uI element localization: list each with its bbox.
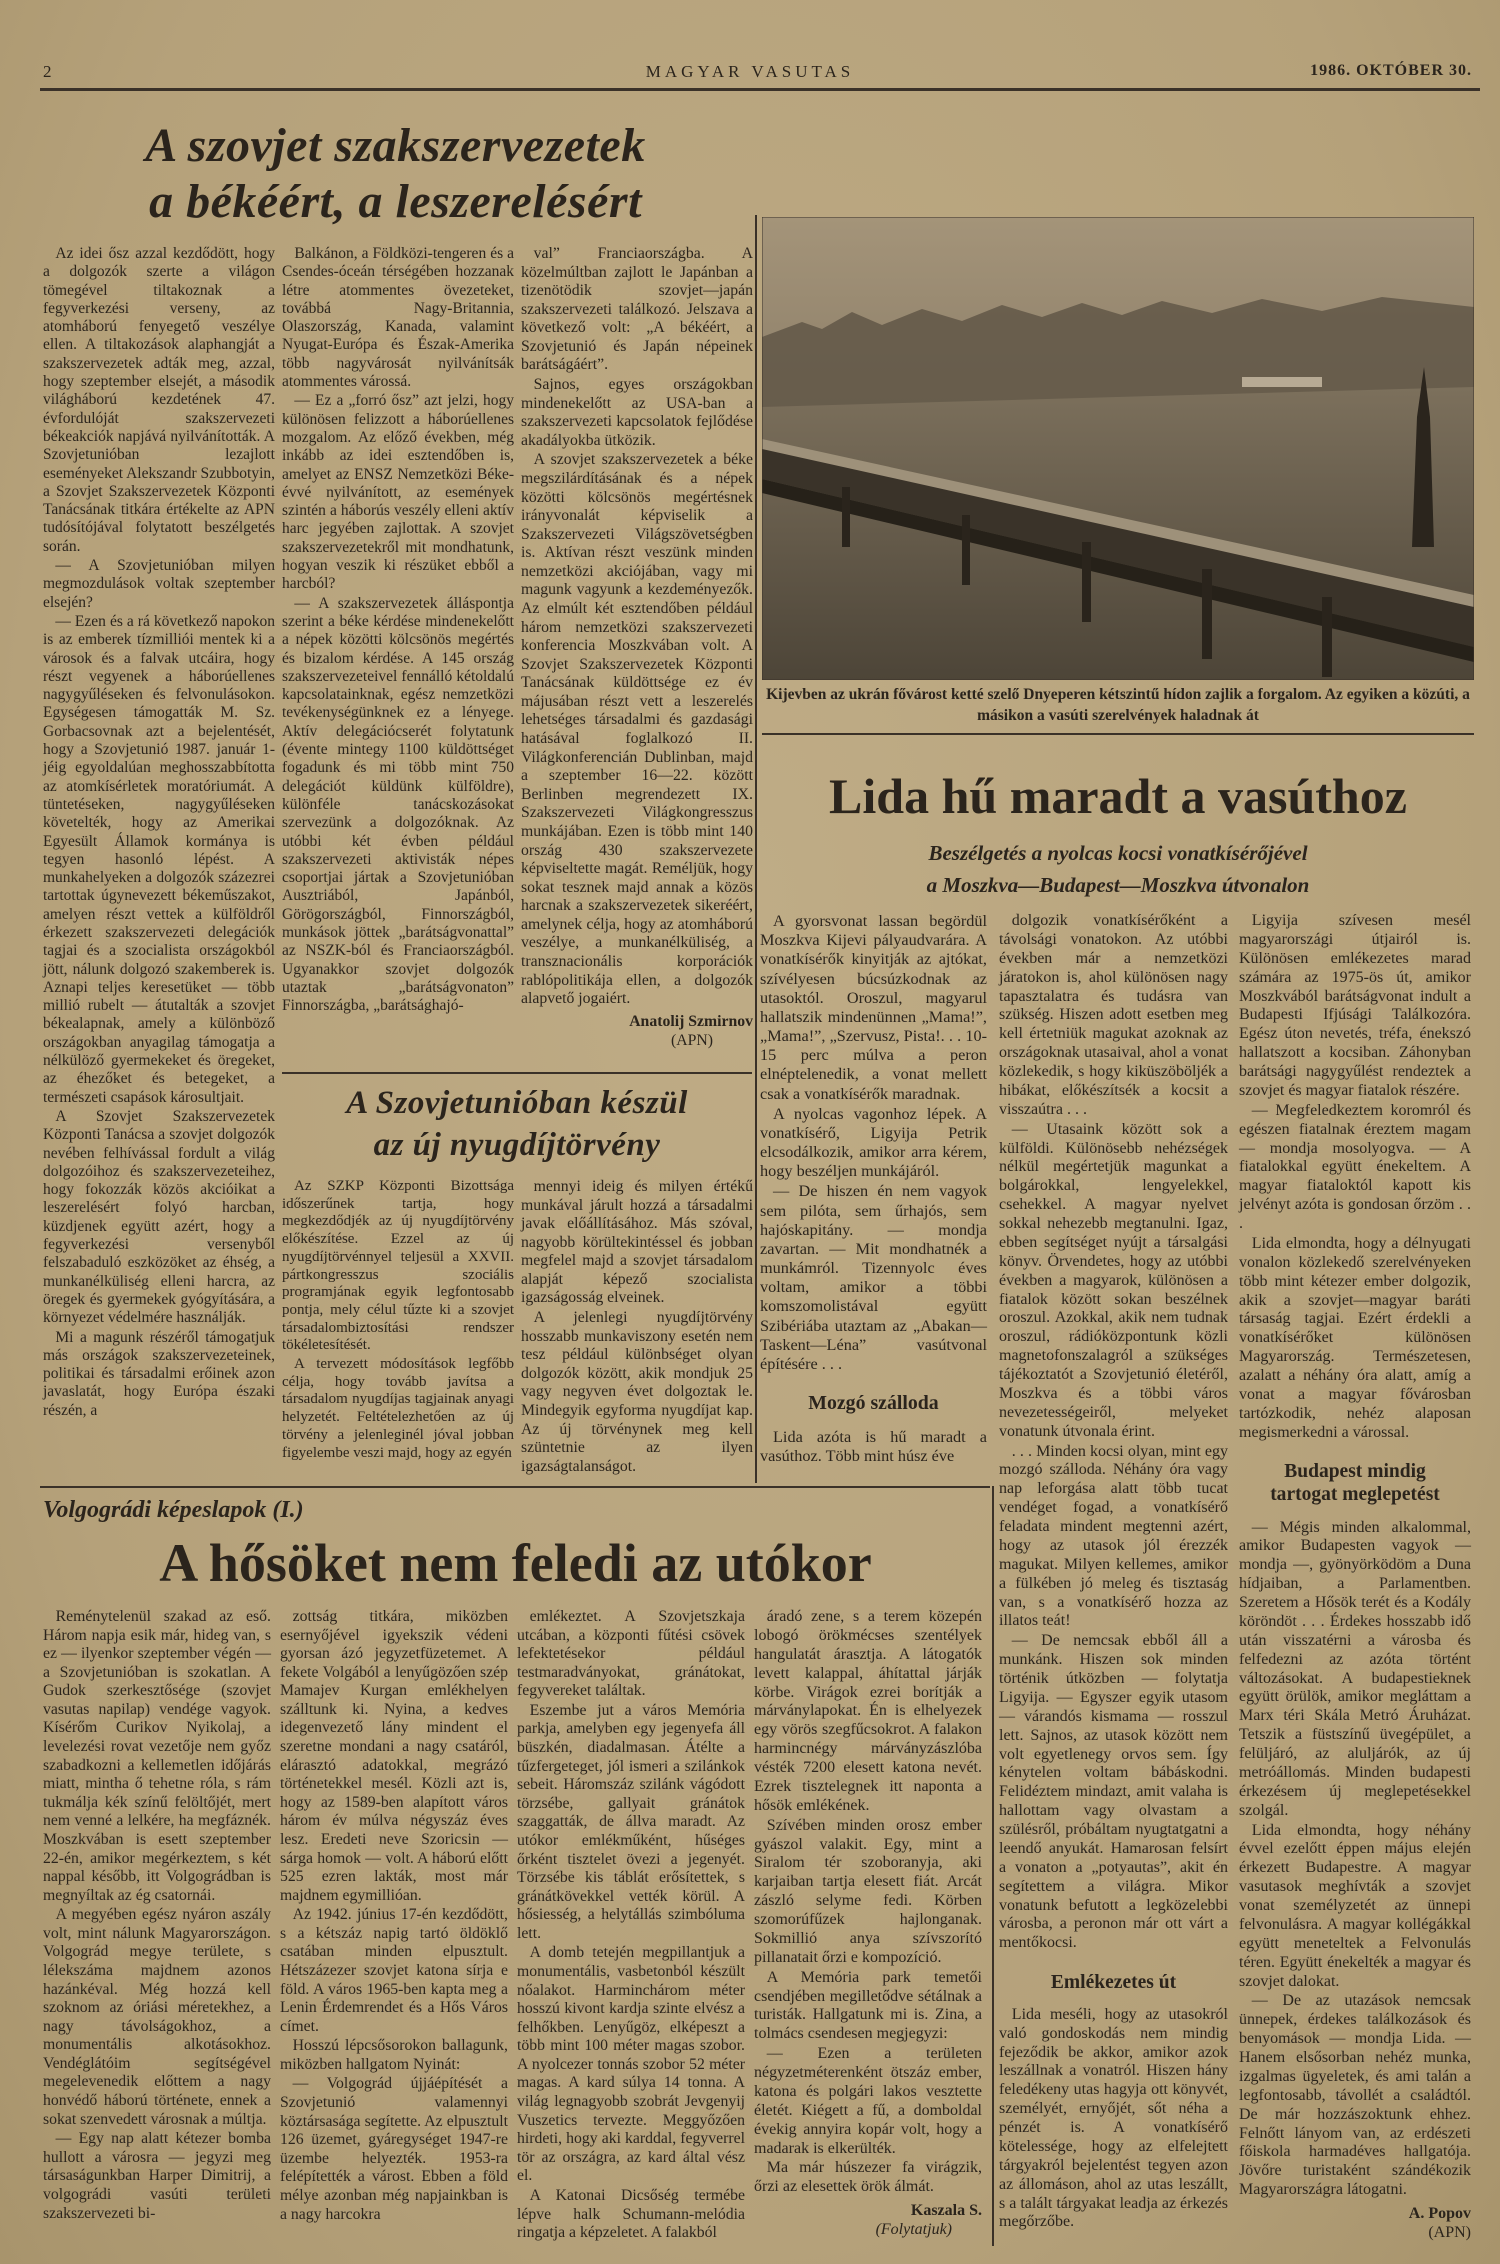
paragraph: Mi a magunk részéről támogatjuk más országok szakszervezeteinek, politikai és társadalmi erőinek azon javaslatát, hogy Európa északi részén, a (43, 1328, 275, 1419)
paragraph: — A szakszervezetek álláspontja szerint a béke kérdése mindenekelőtt a népek közötti kölcsönös megértés és bizalom kérdése. A 145 ország szakszervezeteivel fennálló kétoldalú kapcsolatainknak, egész nemzetközi tevékenységünknek ez a lényege. Aktív delegációcserét folytatunk (évente mintegy 1100 küldöttséget fogadunk és mi több mint 750 delegációt küldünk külföldre), különféle tanácskozásokat szervezünk a dolgozóknak. Az utóbbi két évben például szakszervezeti aktivisták népes csoportjai jártak a Szovjetunióban Ausztriából, Japánból, Görögországból, Finnországból, munkások jöttek „barátságvonattal” az NSZK-ból és Franciaországból. Ugyanakkor szovjet dolgozók utaztak „barátságvonaton” Finnországba, „barátsághajó- (282, 594, 514, 1015)
paragraph: Lida elmondta, hogy a délnyugati vonalon közlekedő szerelvényeken több mint kétezer ember dolgozik, akik a szovjet—magyar baráti társaság tagjai. Ezért érdekli a vonatkísérőket különösen Magyarország. Természetesen, azalatt a néhány óra alatt, amíg a vonat a magyar fővárosban tartózkodik, nehéz alaposan megismerkedni a várossal. (1239, 1234, 1471, 1441)
paragraph: Ma már húszezer fa virágzik, őrzi az elesettek örök álmát. (754, 2159, 982, 2196)
paragraph: Balkánon, a Földközi-tengeren és a Csendes-óceán térségében hozzanak létre atommentes övezeteket, továbbá Nagy-Britannia, Olaszország, Kanada, valamint Nyugat-Európa és Észak-Amerika több nagyvárosát nyilvánítsák atommentes várossá. (282, 245, 514, 391)
subtitle-line: a Moszkva—Budapest—Moszkva útvonalon (926, 873, 1310, 897)
paragraph: A Katonai Dicsőség termébe lépve halk Schumann-melódia ringatja a képzeletet. A falakból (517, 2186, 745, 2242)
article-column (999, 912, 1228, 2233)
article-column (521, 1178, 753, 1477)
paragraph: Sajnos, egyes országokban mindenekelőtt az USA-ban a szakszervezeti kapcsolatok fejlődése akadályokba ütközik. (521, 376, 753, 449)
photo-caption: Kijevben az ukrán fővárost ketté szelő Dnyeperen kétszintű hídon zajlik a forgalom. Az egyiken a közúti, a másikon a vasúti szerelvények haladnak át (766, 686, 1470, 724)
paragraph: A szovjet szakszervezetek a béke megszilárdításának és a népek közötti kölcsönös megértésnek irányvonalát képviselik a Szakszervezeti Világszövetségben is. Aktívan részt veszünk minden nemzetközi akciójában, vagy mi magunk vagyunk a kezdeményezők. Az elmúlt két esztendőben például három nemzetközi szakszervezeti konferencia Moszkvában volt. A Szovjet Szakszervezetek Központi Tanácsának küldöttsége ez év májusában részt vett a leszerelés lehetséges társadalmi és gazdasági hatásával foglalkozó II. Világkonferencián Dublinban, majd a szeptember 16—22. között Berlinben megrendezett IX. Szakszervezeti Világkongresszus munkájában. Ezen is több mint 140 ország 430 szakszervezete képviseltette magát. Reméljük, hogy sokat tesznek majd annak a közös harcnak a szakszervezetek sikeréért, amelynek célja, hogy az atomháború veszélye, a munkanélküliség, a transznacionális korporációk rablópolitikája ellen, a dolgozók alapvető jogaiért. (521, 451, 753, 1008)
column-text (1239, 912, 1471, 1443)
article-column (1239, 912, 1471, 2243)
paragraph: — Mégis minden alkalommal, amikor Budapesten vagyok — mondja —, gyönyörködöm a Duna hídjaiban, a Parlamentben. Szeretem a Hősök terét és a Kodály köröndöt . . . Érdekes hosszabb idő után visszatérni a városba és felfedezni az azóta történt változásokat. A budapestieknek együtt örülök, amikor megláttam a Marx téri Skála Metró Áruházat. Tetszik a füstszínű üvegépület, a felüljáró, az aluljárók, az új metróállomás. Minden budapesti érkezésem új meglepetésekkel szolgál. (1239, 1518, 1471, 1819)
subheading: Budapest mindig tartogat meglepetést (1270, 1461, 1440, 1506)
paragraph: A tervezett módosítások legfőbb célja, hogy tovább javítsa a társadalom nyugdíjas tagjainak anyagi helyzetét. Feltételezhetően az új törvény a jelenleginél jóval jobban figyelembe veszi majd, hogy az egyén (282, 1356, 514, 1461)
paragraph: — De nemcsak ebből áll a munkánk. Hiszen sok minden történik útközben — folytatja Ligyija. — Egyszer egyik utasom — várandós kismama — rosszul lett. Sajnos, az utasok között nem volt egyetlenegy orvos sem. Így kénytelen voltam bábáskodni. Felidéztem mindazt, amit valaha is hallottam vagy olvastam a szülésről, próbáltam nyugtatgatni a leendő anyukát. Hamarosan felsírt a vonaton a „potyautas”, akit én segítettem a világra. Mikor vonatunk befutott a legközelebbi városba, a peronon már ott várt a mentőkocsi. (999, 1632, 1228, 1952)
issue-date: 1986. OKTÓBER 30. (1310, 62, 1472, 79)
paragraph: . . . Minden kocsi olyan, mint egy mozgó szálloda. Néhány óra vagy nap leforgása alatt több tucat vendéget fogad, a vonatkísérő feladata mindent megtenni azért, hogy az utasok jól érezzék magukat. Milyen kellemes, amikor a fülkében jó meleg és tisztaság van, s a vonatkísérő hozza az illatos teát! (999, 1442, 1228, 1630)
paragraph: A nyolcas vagonhoz lépek. A vonatkísérő, Ligyija Petrik elcsodálkozik, amikor arra kérem, hogy beszéljen munkájáról. (760, 1104, 987, 1181)
header-rule (40, 88, 1480, 91)
paragraph: — Ez a „forró ősz” azt jelzi, hogy különösen felizzott a háborúellenes mozgalom. Az előző években, még inkább az idei esztendőben is, amelyet az ENSZ Nemzetközi Béke-évvé nyilvánított, az események szintén a háborús veszély elleni aktív harc jegyében zajlottak. A szovjet szakszervezetekről mit mondhatunk, hogyan veszik ki részüket ebből a harcból? (282, 392, 514, 593)
bridge-photo (762, 217, 1474, 680)
agency: (APN) (1428, 2223, 1471, 2241)
article-headline (282, 1082, 752, 1166)
paragraph: Ligyija szívesen mesél magyarországi útjairól is. Különösen emlékezetes marad számára az 1975-ös út, amikor Moszkvából barátságvonat indult a Budapesti Ifjúsági Találkozóra. Egész úton nevetés, tréfa, énekszó hallatszott a kocsiban. Záhonyban barátsági nagygyűlést rendeztek a szovjet és magyar fiatalok részére. (1239, 912, 1471, 1099)
masthead: MAGYAR VASUTAS (645, 62, 855, 81)
article-subtitle (762, 837, 1474, 901)
paragraph: Lida meséli, hogy az utasokról való gondoskodás nem mindig fejeződik be akkor, amikor azok leszállnak a vonatról. Hiszen hány feledékeny utas hagyja ott könyvét, személyét, ernyőjét, sőt néha a pénzét is. A vonatkísérő kötelessége, hogy az elfelejtett tárgyakról bejelentést tegyen azon az állomáson, ahol az utas leszállt, s a talált tárgyakat leadja az érkezés megőrzőbe. (999, 2005, 1228, 2231)
column-text (760, 912, 987, 1374)
article-column (760, 912, 987, 1467)
article-headline: Lida hű maradt a vasúthoz (829, 768, 1407, 824)
paragraph: zottság titkára, miközben esernyőjével igyekszik védeni gyorsan ázó jegyzetfüzetemet. A fekete Volgából a lenyűgözően szép Mamajev Kurgan emlékhelyen szálltunk ki. Nyina, a kedves idegenvezető lány mindent el szeretne mondani a nagy csatáról, elárasztó adatokkal, megrázó történetekkel mesél. Közli azt is, hogy az 1589-ben alapított város három év múlva négyszáz éves lesz. Eredeti neve Szoricsin — sárga homok — volt. A háború előtt 525 ezren lakták, most már majdnem egymillióan. (280, 1608, 508, 1904)
column-text (754, 1608, 982, 2197)
article-kicker: Volgográdi képeslapok (I.) (43, 1497, 304, 1523)
column-text (760, 1428, 987, 1466)
headline-line: a békéért, a leszerelésért (149, 175, 642, 228)
paragraph: — Ezen és a rá következő napokon is az emberek tízmilliói mentek ki a városok és a falvak utcáira, hogy részt vegyenek a háborúellenes nagygyűléseken és felvonulásokon. Egységesen támogatták M. Sz. Gorbacsovnak azt a bejelentését, hogy a Szovjetunió 1987. január 1-jéig egyoldalúan meghosszabbította az atomkísérletek moratóriumát. A tüntetéseken, nagygyűléseken követelték, hogy az Amerikai Egyesült Államok kormánya is tegyen hasonló lépést. A munkahelyeken a dolgozók százezrei tartottak úgynevezett békeműszakot, amelyen részt vettek a külföldről érkezett szakszervezeti delegációk tagjai és a szocialista országokból jött, nálunk dolgozó szakemberek is. Aznapi teljes keresetüket — több millió rubelt — átutalták a szovjet békealapnak, amely a különböző országokban anyagilag támogatja a nélkülöző gyermekeket és öregeket, az éhezőket és betegeket, a természeti csapások károsultjait. (43, 612, 275, 1106)
paragraph: Lida elmondta, hogy néhány évvel ezelőtt éppen május elején érkezett Budapestre. A magyar vasutasok meghívták a szovjet vonat személyzetét az ünnepi felvonulásra. A magyar kollégákkal együtt meneteltek a Felvonulás téren. Együtt énekelték a magyar és szovjet dalokat. (1239, 1821, 1471, 1990)
paragraph: val” Franciaországba. A közelmúltban zajlott le Japánban a tizenötödik szovjet—japán szakszervezeti találkozó. Jelszava a következő volt: „A békéért, a Szovjetunió és Japán népeinek barátságáért”. (521, 245, 753, 374)
paragraph: áradó zene, s a terem közepén lobogó örökmécses szentélyek hangulatát árasztja. A látogatók levett kalappal, áhítattal járják körbe. Virágok ezrei borítják a márványlapokat. Én is elhelyezek egy vörös szegfűcsokrot. A falakon harmincnégy márványzászlóba vésték 7200 elesett katona nevét. Ezrek tisztelegnek itt naponta a hősök emlékének. (754, 1608, 982, 1814)
subtitle-line: Beszélgetés a nyolcas kocsi vonatkísérőjével (928, 841, 1308, 865)
article-column (43, 245, 275, 1421)
article-column (754, 1608, 982, 2240)
paragraph: Az SZKP Központi Bizottsága időszerűnek tartja, hogy megkezdődjék az új nyugdíjtörvény előkészítése. Ezzel az új nyugdíjtörvénnyel teljesül a XXVII. pártkongresszus szociális programjának egyik legfontosabb pontja, mely célul tűzte ki a szovjet társadalombiztosítási rendszer tökéletesítését. (282, 1178, 514, 1354)
column-rule (992, 1486, 994, 2246)
paragraph: — De az utazások nemcsak ünnepek, érdekes találkozások és benyomások — mondja Lida. — Hanem elsősorban nehéz munka, izgalmas ügyeletek, és ami talán a legfontosabb, távollét a családtól. De már hozzászoktunk ehhez. Felnőtt lányom van, az erdészeti főiskola harmadéves hallgatója. Jövőre turistaként szándékozik Magyarországra látogatni. (1239, 1992, 1471, 2199)
article-headline: A hősöket nem feledi az utókor (159, 1533, 872, 1593)
subheading: Mozgó szálloda (808, 1391, 939, 1414)
agency: (APN) (671, 1032, 713, 1049)
paragraph: dolgozik vonatkísérőként a távolsági vonatokon. Az utóbbi években már a nemzetközi járatokon is, ahol különösen nagy tapasztalatra és tudásra van szükség. Hiszen adott esetben meg kell értetniük magukat azoknak az országoknak utasaival, ahol a vonat közlekedik, s hogy kiküszöböljék a hibákat, előkészítsék a kocsit a visszaútra . . . (999, 912, 1228, 1118)
column-text (1239, 1519, 1471, 2201)
paragraph: Lida azóta is hű maradt a vasúthoz. Több mint húsz éve (760, 1427, 987, 1465)
paragraph: A gyorsvonat lassan begördül Moszkva Kijevi pályaudvarára. A vonatkísérők kinyitják az ajtókat, szívélyesen búcsúzkodnak az utasoktól. Oroszul, magyarul hallatszik mindenünnen „Mama!”, „Mama!”, „Szervusz, Pista!. . . 10-15 perc múlva a peron elnéptelenedik, a vonat mellett csak a vonatkísérők maradnak. (760, 912, 987, 1103)
column-text (521, 245, 753, 1009)
article-column (521, 245, 753, 1051)
article-headline (43, 118, 748, 230)
byline: Anatolij Szmirnov (629, 1013, 753, 1031)
section-rule (40, 1486, 990, 1488)
headline-line: A Szovjetunióban készül (346, 1085, 688, 1121)
paragraph: — Ezen a területen négyzetméterenként ötszáz ember, katona és polgári lakos vesztette életét. Kiégett a fű, a domboldal évekig annyira kopár volt, hogy a madarak is elkerülték. (754, 2045, 982, 2157)
paragraph: Az idei ősz azzal kezdődött, hogy a dolgozók szerte a világon tömegével tiltakoznak a fegyverkezési verseny, az atomháború fenyegető veszélye ellen. A tiltakozások alaphangját a szakszervezetek adták meg, azzal, hogy szeptember elsejét, a második világháború kezdetének 47. évfordulóját szakszervezeti békeakciók napjává nyilvánították. A Szovjetunióban lezajlott eseményeket Alekszandr Szubbotyin, a Szovjet Szakszervezetek Központi Tanácsának titkára értékelte az APN tudósítójával folytatott beszélgetés során. (43, 245, 276, 555)
paragraph: Az 1942. június 17-én kezdődött, s a kétszáz napig tartó öldöklő csatában minden elpusztult. Hétszázezer szovjet katona sírja e föld. A város 1965-ben kapta meg a Lenin Érdemrendet és a Hős Város címet. (280, 1906, 508, 2035)
paragraph: — Megfeledkeztem koromról és egészen fiatalnak éreztem magam — mondja mosolyogva. — A fiatalokkal együtt énekeltem. A magyar fiataloktól kapott kis jelvényt azóta is gondosan őrzöm . . . (1239, 1101, 1471, 1232)
article-column (280, 1608, 508, 2225)
caption-rule (762, 733, 1474, 735)
paragraph: — Egy nap alatt kétezer bomba hullott a városra — jegyzi meg társaságunkban Harper Dimitrij, a volgográdi vasúti területi szakszervezeti bi- (43, 2130, 271, 2222)
paragraph: — Volgográd újjáépítését a Szovjetunió valamennyi köztársasága segítette. Az elpusztult 126 üzemet, gyáregységet 1947-re üzembe helyezték. 1953-ra felépítették a várost. Ebben a föld mélye azonban még napjainkban is a nagy harcokra (280, 2075, 508, 2223)
paragraph: A Szovjet Szakszervezetek Központi Tanácsa a szovjet dolgozók nevében felhívással fordult a világ dolgozóihoz és szakszervezeteihez, hogy fokozzák közös akcióikat a leszerelésért folyó harcban, küzdjenek együtt azért, hogy a fegyverkezési versenyből felszabaduló eszközöket az éhség, a munkanélküliség elleni harcra, az öregek és gyermekek gyógyítására, a környezet védelmére használják. (43, 1107, 275, 1327)
paragraph: Hosszú lépcsősorokon ballagunk, miközben hallgatom Nyinát: (280, 2037, 508, 2073)
article-column (282, 1178, 514, 1463)
headline-line: az új nyugdíjtörvény (373, 1127, 661, 1163)
headline-line: A szovjet szakszervezetek (145, 119, 646, 172)
paragraph: A megyében egész nyáron aszály volt, mint nálunk Magyarországon. Volgográd megye területe, s lélekszáma majdnem azonos hazánkéval. Még hozzá kell szoknom az óriási méretekhez, a nagy távolságokhoz, a monumentális alkotásokhoz. Vendéglátóim segítségével megelevenedik előttem a nagy honvédő háború története, ennek a sokat szenvedett városnak a múltja. (43, 1906, 271, 2128)
paragraph: — De hiszen én nem vagyok sem pilóta, sem űrhajós, sem hajóskapitány. — mondja zavartan. — Mit mondhatnék a munkámról. Tizennyolc éves voltam, amikor a többi komszomolistával együtt Szibériába utaztam az „Abakan—Taskent—Léna” vasútvonal építésére . . . (760, 1182, 987, 1373)
continued-note: (Folytatjuk) (875, 2220, 952, 2238)
paragraph: Reménytelenül szakad az eső. Három napja esik már, hideg van, s ez — ilyenkor szeptember végén — a Szovjetunióban is szokatlan. A Gudok szerkesztősége (szovjet vasutas napilap) vendége vagyok. Kísérőm Curikov Nyikolaj, a levelezési rovat vezetője nem győz szabadkozni a kellemetlen időjárás miatt, mintha ő tehetne róla, s rám tukmálja kék színű felöltőjét, mert nem venné a lelkére, ha megfáznék. Moszkvában is esett szeptember 22-én, amikor megérkeztem, s két nappal később, itt Volgográdban is megnyíltak az ég csatornái. (43, 1608, 271, 1904)
column-text (999, 912, 1228, 1953)
subheading: Emlékezetes út (1050, 1971, 1177, 1993)
article-column (43, 1608, 271, 2224)
paragraph: mennyi ideig és milyen értékű munkával járult hozzá a társadalmi javak előállításához. Más szóval, nagyobb körültekintéssel és jobban megfelel majd a szovjet társadalom alapját képező szocialista igazságosság elveinek. (521, 1178, 753, 1307)
section-rule (282, 1072, 752, 1074)
paragraph: A domb tetején megpillantjuk a monumentális, vasbetonból készült nőalakot. Harminchárom méter hosszú kivont kardja szinte elvész a felhőkben. Lenyűgöz, elképeszt a több mint 100 méter magas szobor. A nyolcezer tonnás szobor 52 méter magas. A kard súlya 14 tonna. A világ legnagyobb szobrát Jevgenyij Vuszetics tervezte. Meggyőzően hirdeti, hogy aki karddal, fegyverrel tör az országra, az kard által vész el. (517, 1944, 745, 2185)
paragraph: emlékeztet. A Szovjetszkaja utcában, a központi fűtési csövek lefektetésekor például testmaradványokat, gránátokat, fegyvereket találtak. (517, 1608, 745, 1700)
article-column (517, 1608, 745, 2244)
byline: A. Popov (1408, 2204, 1471, 2222)
paragraph: — Utasaink között sok a külföldi. Különösebb nehézségek nélkül megértetjük magunkat a bolgárokkal, lengyelekkel, csehekkel. A magyar nyelvet sokkal nehezebb megtanulni. Igaz, ebben segítséget nyújt a társalgási könyv. Örvendetes, hogy az utóbbi években a magyarok, különösen a fiatalok között sokan beszélnek oroszul. Azokkal, akik nem tudnak oroszul, rádióközpontunk közli magnetofonszalagról a szükséges tájékoztatót a Szovjetunió életéről, Moszkva és a többi város nevezetességeiről, melyeket vonatunk útvonala érint. (999, 1120, 1228, 1440)
paragraph: A jelenlegi nyugdíjtörvény hosszabb munkaviszony esetén nem tesz például különbséget olyan dolgozók között, akik mondjuk 25 vagy negyven évet dolgoztak le. Mindegyik egyforma nyugdíjat kap. Az új törvénynek meg kell szüntetnie az ilyen igazságtalanságot. (521, 1309, 753, 1475)
column-rule (755, 215, 757, 1483)
byline: Kaszala S. (910, 2201, 982, 2219)
column-text (999, 2006, 1228, 2233)
paragraph: Szívében minden orosz ember gyászol valakit. Egy, mint a Siralom tér szoboranyja, aki karjaiban tartja elesett fiát. Arcát zászló selyme fedi. Körben szomorúfűzek hajlonganak. Sokmillió anya szívszorító pillanatait őrzi e kompozíció. (754, 1816, 982, 1966)
paragraph: A Memória park temetői csendjében megilletődve sétálnak a turisták. Hallgatunk mi is. Zina, a tolmács csendesen megjegyzi: (754, 1968, 982, 2043)
page-number: 2 (43, 62, 53, 81)
article-column (282, 245, 514, 1016)
kyiv-bridge-photo-image (762, 217, 1474, 680)
paragraph: Eszembe jut a város Memória parkja, amelyben egy jegenyefa áll büszkén, diadalmasan. Átélte a tűzfergeteget, jól ismeri a szilánkok sebeit. Háromszáz szilánk vágódott törzsébe, gallyait gránátok szaggatták, de állva maradt. Az utókor emlékműként, hűséges őrként tisztelet övezi a jegenyét. Törzsébe kis táblát erősítettek, s gránátkövekkel vették körül. A hősiesség, a helytállás szimbóluma lett. (517, 1701, 745, 1942)
paragraph: — A Szovjetunióban milyen megmozdulások voltak szeptember elsején? (43, 557, 275, 611)
